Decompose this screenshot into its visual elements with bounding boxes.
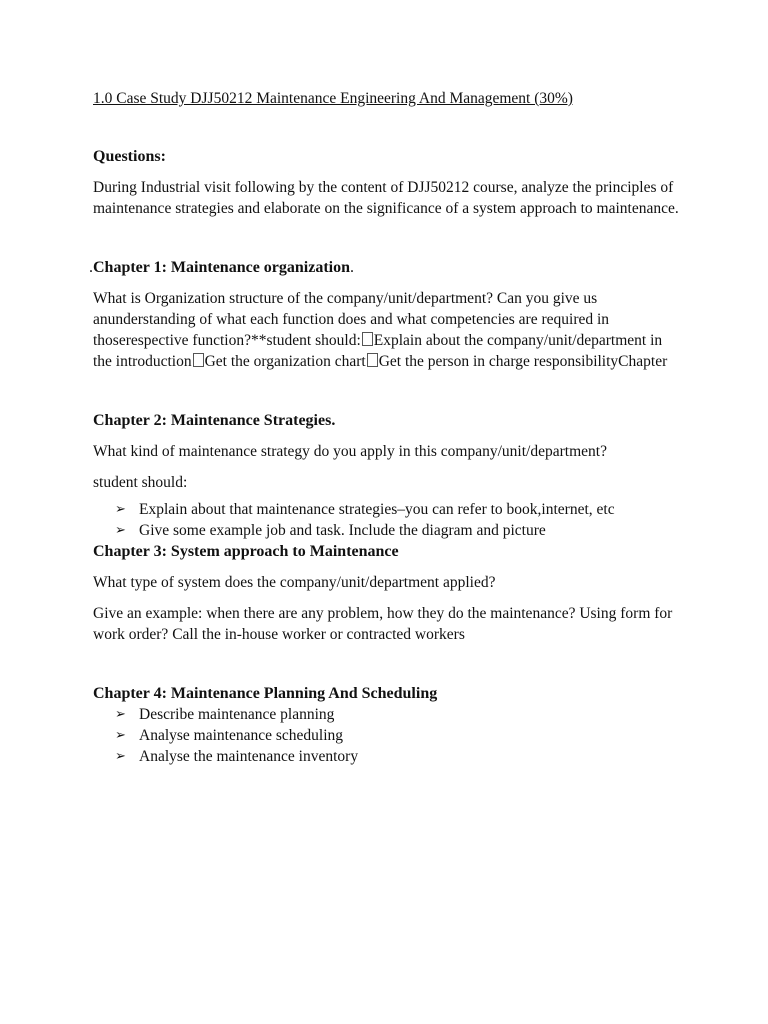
list-item-text: Give some example job and task. Include the diagram and picture — [139, 522, 546, 539]
chapter2-body2: student should: — [93, 474, 188, 491]
chapter1-heading: Chapter 1: Maintenance organization — [93, 259, 351, 276]
arrowhead-bullet-icon: ➢ — [115, 502, 126, 517]
chapter1-heading-trail: . — [350, 259, 355, 276]
chapter2-body1: What kind of maintenance strategy do you apply in this company/unit/department? — [93, 443, 607, 460]
list-item-text: Describe maintenance planning — [139, 706, 335, 723]
chapter1-heading-line — [89, 257, 683, 278]
list-item — [115, 725, 683, 746]
chapter4-bullet-list — [93, 704, 683, 767]
arrowhead-bullet-icon: ➢ — [115, 523, 126, 538]
list-item — [115, 746, 683, 767]
arrowhead-bullet-icon: ➢ — [115, 749, 126, 764]
list-item-text: Analyse maintenance scheduling — [139, 727, 344, 744]
chapter2-bullet-list — [93, 499, 683, 541]
chapter1-body-part3: Get the organization chart — [204, 353, 366, 370]
chapter1-body-part2: Explain about the company/unit/department in the introduction — [93, 332, 663, 370]
document-page — [89, 88, 683, 767]
arrowhead-bullet-icon: ➢ — [115, 728, 126, 743]
chapter1-body-part1: What is Organization structure of the company/unit/department? Can you give us anunderstanding of what each function does and what competencies are required in thoserespective function?**student should: — [93, 290, 610, 349]
chapter2-heading: Chapter 2: Maintenance Strategies. — [93, 412, 336, 429]
list-item — [115, 704, 683, 725]
list-item-text: Explain about that maintenance strategies–you can refer to book,internet, etc — [139, 501, 615, 518]
document-title: 1.0 Case Study DJJ50212 Maintenance Engineering And Management (30%) — [93, 90, 573, 107]
list-item — [115, 520, 683, 541]
list-item-text: Analyse the maintenance inventory — [139, 748, 359, 765]
questions-body: During Industrial visit following by the content of DJJ50212 course, analyze the principles of maintenance strategies and elaborate on the significance of a system approach to maintenance. — [93, 179, 679, 217]
missing-glyph-box-icon — [367, 353, 378, 367]
chapter4-heading: Chapter 4: Maintenance Planning And Scheduling — [93, 685, 438, 702]
chapter1-body — [93, 288, 683, 372]
chapter3-body2: Give an example: when there are any problem, how they do the maintenance? Using form for work order? Call the in-house worker or contracted workers — [93, 605, 673, 643]
chapter1-heading-lead: . — [89, 259, 93, 276]
chapter1-body-part4: Get the person in charge responsibilityChapter — [378, 353, 668, 370]
chapter3-body1: What type of system does the company/unit/department applied? — [93, 574, 496, 591]
missing-glyph-box-icon — [193, 353, 204, 367]
questions-heading: Questions: — [93, 148, 166, 165]
missing-glyph-box-icon — [362, 332, 373, 346]
chapter3-heading: Chapter 3: System approach to Maintenance — [93, 543, 399, 560]
arrowhead-bullet-icon: ➢ — [115, 707, 126, 722]
list-item — [115, 499, 683, 520]
